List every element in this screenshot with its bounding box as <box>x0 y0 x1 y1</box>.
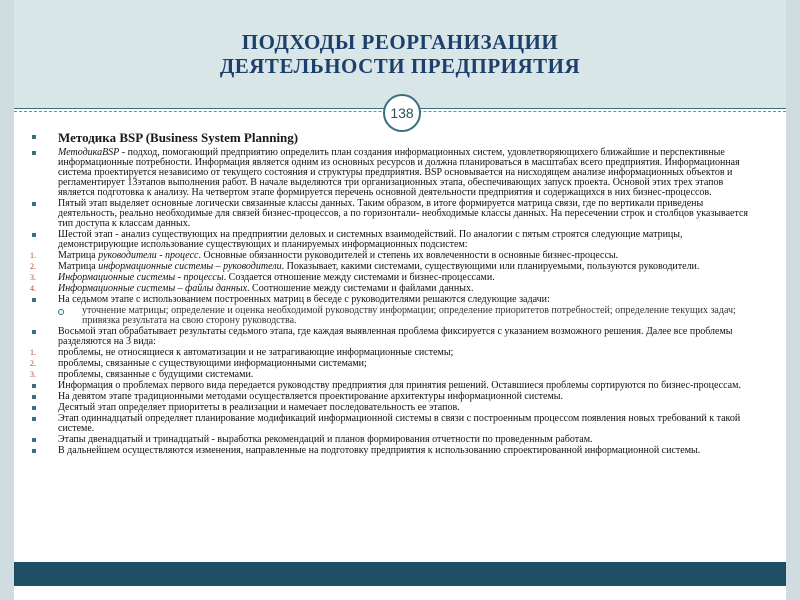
bullet-icon <box>32 417 36 421</box>
list-item <box>30 295 754 305</box>
right-border <box>786 0 800 600</box>
item-term: Информационные системы - процессы <box>58 272 224 283</box>
sub-item-text: уточнение матрицы; определение и оценка необходимой руководству информации; определение приоритетов потребностей; определение текущих задач; привязка результата на свою сторону руководства. <box>82 305 736 326</box>
item-term: руководители - процесс <box>98 250 199 261</box>
title-line-1: ПОДХОДЫ РЕОРГАНИЗАЦИИ <box>241 30 559 54</box>
bullet-icon <box>32 406 36 410</box>
list-item <box>30 403 754 413</box>
bullet-icon <box>32 135 36 139</box>
item-text: проблемы, связанные с будущими системами. <box>58 369 254 380</box>
list-heading <box>30 130 754 145</box>
page-number-badge: 138 <box>383 94 421 132</box>
paragraph-text: В дальнейшем осуществляются изменения, направленные на подготовку предприятия к использованию спроектированной информационной системы. <box>58 445 701 456</box>
item-text: проблемы, связанные с существующими информационными системами; <box>58 358 367 369</box>
sub-list-item <box>30 306 754 326</box>
item-term: информационные системы – руководители <box>98 261 282 272</box>
paragraph-text: На седьмом этапе с использованием построенных матриц в беседе с руководителями решаются следующие задачи: <box>58 294 550 305</box>
paragraph-text: - подход, помогающий предприятию определить план создания информационных систем, удовлетворяющихего ближайшие и перспективные информационные потребности. Информация является одним из основных ресурсов и должна планироваться в масштабах всего предприятия. Информационная система проектируется независимо от текущего состояния и структуры предприятия. BSP основывается на нисходящем анализе информационных объектов и регламентирует 13этапов выполнения работ. В начале выделяются три организационных этапа, обеспечивающих запуск проекта. Основой этих трех этапов является подготовка к анализу. На четвертом этапе формируется перечень основной деятельности предприятия и содержащихся в них бизнес-процессов. <box>58 147 740 198</box>
paragraph-text: Этапы двенадцатый и тринадцатый - выработка рекомендаций и планов формирования отчетности по проведенным работам. <box>58 434 593 445</box>
title-line-2: ДЕЯТЕЛЬНОСТИ ПРЕДПРИЯТИЯ <box>219 54 581 78</box>
item-term: Информационные системы – файлы данных <box>58 283 248 294</box>
numbered-item: 1. Матрица руководители - процесс. Основные обязанности руководителей и степень их вовлеченности в основные бизнес-процессы. <box>30 250 619 261</box>
paragraph-text: Десятый этап определяет приоритеты в реализации и намечает последовательность ее этапов. <box>58 402 460 413</box>
list-item <box>30 199 754 229</box>
heading-text: Методика BSP (Business System Planning) <box>58 130 299 145</box>
left-border <box>0 0 14 600</box>
bullet-icon <box>32 202 36 206</box>
paragraph-text: Пятый этап выделяет основные логически связанные классы данных. Таким образом, в итоге формируется матрица связи, где по вертикали приведены деятельность, реально необходимые для связей бизнес-процессов, а по горизонтали- необходимые классы данных. На пересечении строк и столбцов указывается тип доступа к классам данных. <box>58 198 748 229</box>
numbered-item <box>30 348 754 358</box>
paragraph-text: Шестой этап - анализ существующих на предприятии деловых и системных взаимодействий. По аналогии с пятым строятся следующие матрицы, демонстрирующие использование существующих и планируемых информационных подсистем: <box>58 229 683 250</box>
item-number: 3. <box>30 273 36 282</box>
bullet-icon <box>32 330 36 334</box>
paragraph-text: Этап одиннадцатый определяет планирование модификаций информационной системы в связи с построенным процессом появления новых требований к такой системе. <box>58 413 741 434</box>
paragraph-text: На девятом этапе традиционными методами осуществляется проектирование архитектуры информационной системы. <box>58 391 564 402</box>
slide-body <box>30 130 754 457</box>
list-item <box>30 230 754 250</box>
paragraph-term: МетодикаBSP <box>58 147 120 158</box>
list-item <box>30 435 754 445</box>
list-item <box>30 148 754 198</box>
item-number: 1. <box>30 251 36 260</box>
paragraph-text: Информация о проблемах первого вида передается руководству предприятия для принятия решений. Оставшиеся проблемы сортируются по бизнес-процессам. <box>58 380 741 391</box>
numbered-item <box>30 370 754 380</box>
bullet-icon <box>32 395 36 399</box>
list-item <box>30 392 754 402</box>
bullet-icon <box>32 151 36 155</box>
list-item <box>30 446 754 456</box>
item-number: 2. <box>30 359 36 368</box>
paragraph-text: Восьмой этап обрабатывает результаты седьмого этапа, где каждая выявленная проблема фиксируется с указанием возможного решения. Далее все проблемы разделяются на 3 вида: <box>58 326 733 347</box>
list-item <box>30 327 754 347</box>
numbered-item: 4. Информационные системы – файлы данных. Соотношение между системами и файлами данных. <box>30 283 474 294</box>
numbered-item: 2. Матрица информационные системы – руководители. Показывает, какими системами, существующими или планируемыми, пользуются руководители. <box>30 261 700 272</box>
list-item <box>30 414 754 434</box>
item-text: проблемы, не относящиеся к автоматизации и не затрагивающие информационные системы; <box>58 347 454 358</box>
item-number: 4. <box>30 284 36 293</box>
footer-band <box>14 562 786 586</box>
item-number: 2. <box>30 262 36 271</box>
item-number: 1. <box>30 348 36 357</box>
slide-title <box>14 30 786 78</box>
circle-bullet-icon <box>58 309 64 315</box>
bullet-icon <box>32 449 36 453</box>
bullet-icon <box>32 384 36 388</box>
numbered-item: 3. Информационные системы - процессы. Создается отношение между системами и бизнес-процессами. <box>30 272 495 283</box>
numbered-item <box>30 359 754 369</box>
bullet-icon <box>32 298 36 302</box>
list-item <box>30 381 754 391</box>
bullet-icon <box>32 233 36 237</box>
bullet-icon <box>32 438 36 442</box>
item-number: 3. <box>30 370 36 379</box>
